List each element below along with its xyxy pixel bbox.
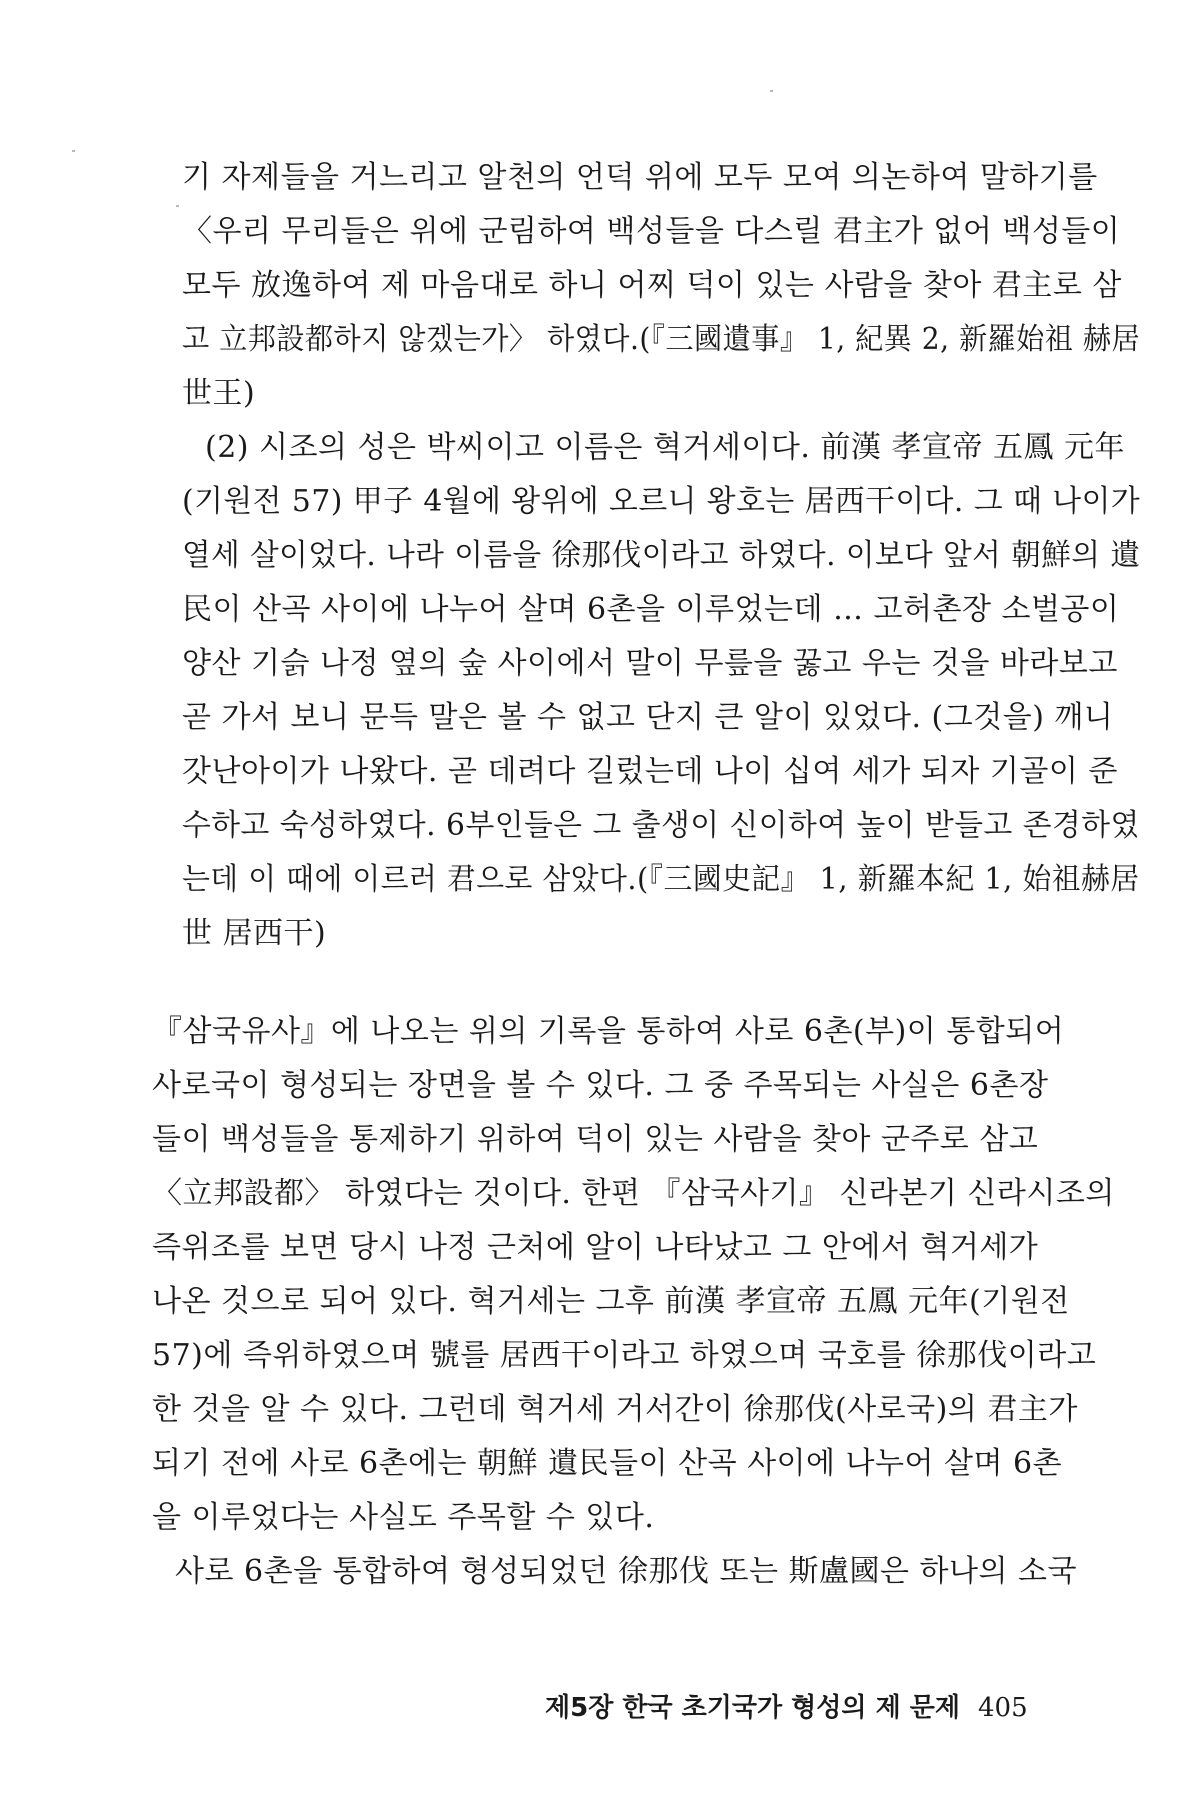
body-line: 들이 백성들을 통제하기 위하여 덕이 있는 사람을 찾아 군주로 삼고 — [152, 1122, 1039, 1157]
body-line: 『삼국유사』에 나오는 위의 기록을 통하여 사로 6촌(부)이 통합되어 — [152, 1014, 1065, 1049]
quote-line: 수하고 숙성하였다. 6부인들은 그 출생이 신이하여 높이 받들고 존경하였 — [182, 808, 1140, 843]
body-line: 즉위조를 보면 당시 나정 근처에 알이 나타났고 그 안에서 혁거세가 — [152, 1230, 1039, 1265]
body-line: 한 것을 알 수 있다. 그런데 혁거세 거서간이 徐那伐(사로국)의 君主가 — [152, 1392, 1078, 1427]
body-line: 사로 6촌을 통합하여 형성되었던 徐那伐 또는 斯盧國은 하나의 소국 — [175, 1554, 1077, 1589]
quote-line: (2) 시조의 성은 박씨이고 이름은 혁거세이다. 前漢 孝宣帝 五鳳 元年 — [205, 430, 1126, 465]
body-line: 사로국이 형성되는 장면을 볼 수 있다. 그 중 주목되는 사실은 6촌장 — [152, 1068, 1049, 1103]
quote-line: 世王) — [182, 376, 256, 411]
quote-line: 곧 가서 보니 문득 말은 볼 수 없고 단지 큰 알이 있었다. (그것을) 깨니 — [182, 700, 1114, 735]
quote-line: 〈우리 무리들은 위에 군림하여 백성들을 다스릴 君主가 없어 백성들이 — [182, 214, 1121, 249]
body-line: 되기 전에 사로 6촌에는 朝鮮 遺民들이 산곡 사이에 나누어 살며 6촌 — [152, 1446, 1063, 1481]
page-number: 405 — [977, 1693, 1028, 1723]
quote-line: 世 居西干) — [182, 916, 327, 951]
quote-line: 양산 기슭 나정 옆의 숲 사이에서 말이 무릎을 꿇고 우는 것을 바라보고 — [182, 646, 1118, 681]
body-line: 〈立邦設都〉 하였다는 것이다. 한편 『삼국사기』 신라본기 신라시조의 — [152, 1176, 1115, 1211]
body-line: 을 이루었다는 사실도 주목할 수 있다. — [152, 1500, 655, 1535]
quote-line: 民이 산곡 사이에 나누어 살며 6촌을 이루었는데 … 고허촌장 소벌공이 — [182, 592, 1120, 627]
chapter-title: 제5장 한국 초기국가 형성의 제 문제 — [545, 1693, 960, 1723]
quote-line: (기원전 57) 甲子 4월에 왕위에 오르니 왕호는 居西干이다. 그 때 나이가 — [182, 484, 1141, 519]
quote-line: 기 자제들을 거느리고 알천의 언덕 위에 모두 모여 의논하여 말하기를 — [182, 160, 1098, 195]
quote-line: 고 立邦設都하지 않겠는가〉 하였다.(『三國遺事』 1, 紀異 2, 新羅始祖 赫居 — [182, 322, 1141, 357]
body-line: 57)에 즉위하였으며 號를 居西干이라고 하였으며 국호를 徐那伐이라고 — [152, 1338, 1097, 1373]
body-line: 나온 것으로 되어 있다. 혁거세는 그후 前漢 孝宣帝 五鳳 元年(기원전 — [152, 1284, 1070, 1319]
running-footer — [545, 1690, 1028, 1726]
quote-line: 는데 이 때에 이르러 君으로 삼았다.(『三國史記』 1, 新羅本紀 1, 始祖赫居 — [182, 862, 1140, 897]
quote-line: 모두 放逸하여 제 마음대로 하니 어찌 덕이 있는 사람을 찾아 君主로 삼 — [182, 268, 1122, 303]
quote-line: 열세 살이었다. 나라 이름을 徐那伐이라고 하였다. 이보다 앞서 朝鮮의 遺 — [182, 538, 1141, 573]
quote-line: 갓난아이가 나왔다. 곧 데려다 길렀는데 나이 십여 세가 되자 기골이 준 — [182, 754, 1118, 789]
